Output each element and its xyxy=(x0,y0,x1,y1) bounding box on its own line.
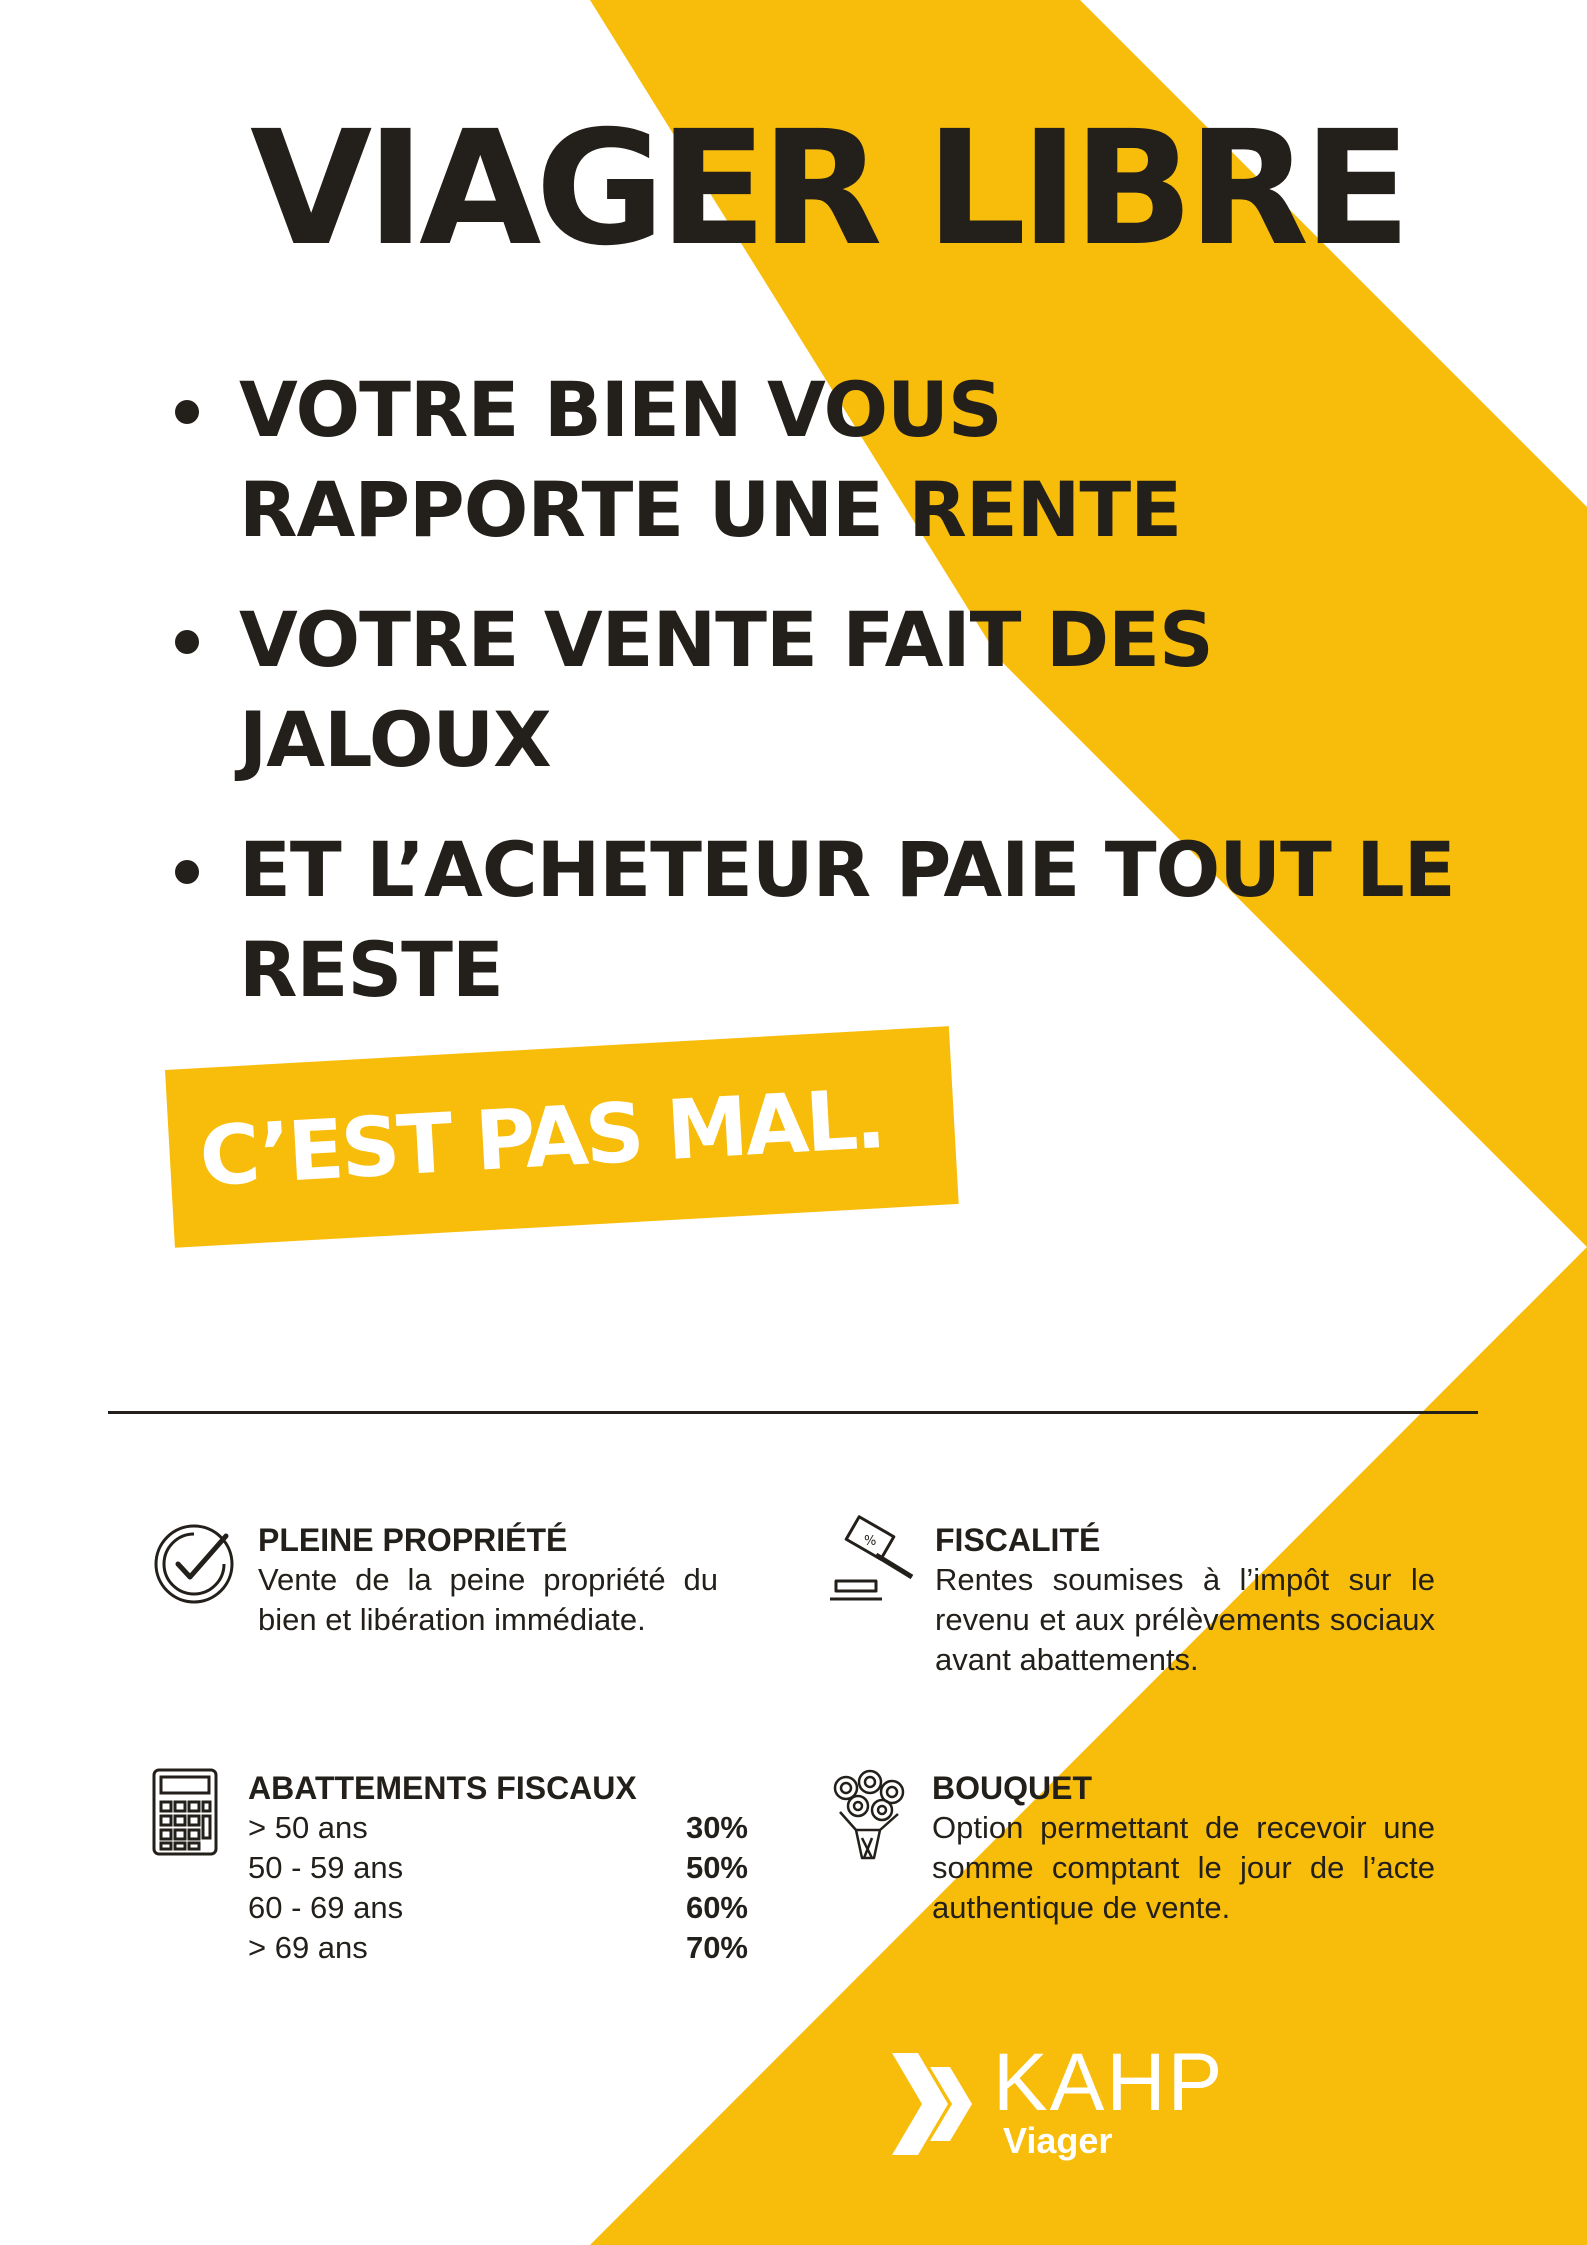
feature-fiscalite xyxy=(935,1520,1435,1680)
gavel-percent-icon xyxy=(826,1515,922,1611)
page-title: VIAGER LIBRE xyxy=(250,97,1406,281)
tax-rate: 60% xyxy=(685,1890,748,1925)
tax-age: > 50 ans xyxy=(248,1810,368,1845)
svg-text:%: % xyxy=(864,1534,877,1549)
benefit-text: ET L’ACHETEUR PAIE TOUT LE RESTE xyxy=(239,825,1455,1014)
feature-title: PLEINE PROPRIÉTÉ xyxy=(258,1522,568,1558)
slogan-text: C’EST PAS MAL. xyxy=(197,1071,886,1205)
feature-bouquet xyxy=(932,1768,1435,1928)
tax-rate: 70% xyxy=(685,1930,748,1965)
feature-text: Option permettant de recevoir une somme comptant le jour de l’acte authentique de vente. xyxy=(932,1810,1435,1925)
double-chevron-icon xyxy=(888,2053,988,2155)
tax-age: 60 - 69 ans xyxy=(248,1890,404,1925)
feature-text: Rentes soumises à l’impôt sur le revenu et aux prélèvements sociaux avant abattements. xyxy=(935,1562,1435,1677)
bullet-dot xyxy=(175,860,199,884)
benefit-item xyxy=(175,590,1465,790)
logo-name: KAHP xyxy=(993,2037,1225,2128)
tax-rate: 50% xyxy=(685,1850,748,1885)
tax-row xyxy=(248,1848,748,1888)
bullet-dot xyxy=(175,630,199,654)
tax-row xyxy=(248,1928,748,1968)
section-divider xyxy=(108,1411,1478,1414)
benefit-item xyxy=(175,820,1465,1020)
feature-text: Vente de la peine propriété du bien et libération immédiate. xyxy=(258,1562,718,1637)
benefit-text: VOTRE BIEN VOUS RAPPORTE UNE RENTE xyxy=(239,365,1182,554)
logo-subtitle: Viager xyxy=(1003,2120,1113,2161)
tax-rate: 30% xyxy=(685,1810,748,1845)
tax-row xyxy=(248,1888,748,1928)
tax-age: > 69 ans xyxy=(248,1930,368,1965)
tax-row xyxy=(248,1808,748,1848)
flower-bouquet-icon xyxy=(826,1768,912,1860)
bullet-dot xyxy=(175,400,199,424)
check-badge-icon xyxy=(152,1522,236,1606)
feature-title: FISCALITÉ xyxy=(935,1522,1101,1558)
calculator-icon xyxy=(152,1768,218,1856)
benefit-text: VOTRE VENTE FAIT DES JALOUX xyxy=(239,595,1213,784)
feature-title: ABATTEMENTS FISCAUX xyxy=(248,1770,637,1806)
benefits-list xyxy=(175,360,1465,1050)
feature-title: BOUQUET xyxy=(932,1770,1092,1806)
feature-abattements-fiscaux xyxy=(248,1768,748,1968)
benefit-item xyxy=(175,360,1465,560)
tax-age: 50 - 59 ans xyxy=(248,1850,404,1885)
feature-pleine-propriete xyxy=(258,1520,718,1640)
